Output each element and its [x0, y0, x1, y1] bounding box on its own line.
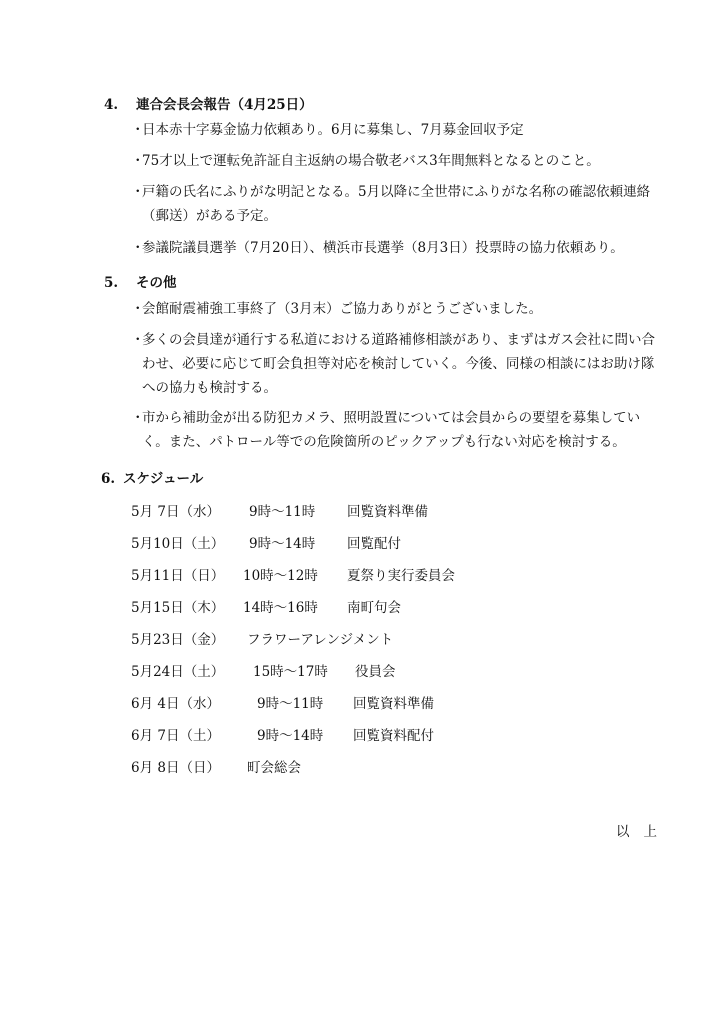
section-4-title: 連合会長会報告（4月25日） — [136, 97, 313, 113]
bullet-mark: ・ — [131, 122, 145, 138]
item-text: 市から補助金が出る防犯カメラ、照明設置については会員からの要望を募集してい — [142, 410, 641, 426]
schedule-event: フラワーアレンジメント — [247, 632, 394, 648]
section-5-item-1 — [131, 297, 641, 321]
section-5-item-3 — [131, 406, 641, 454]
section-6-heading — [101, 467, 203, 487]
item-text: 戸籍の氏名にふりがな明記となる。5月以降に全世帯にふりがな名称の確認依頼連絡 — [142, 184, 651, 200]
bullet-mark: ・ — [131, 332, 145, 348]
schedule-time: 10時〜12時 — [243, 568, 318, 584]
schedule-date: 5月 7日（水） — [131, 504, 220, 520]
schedule-event: 回覧資料準備 — [347, 504, 428, 520]
closing-mark: 以上 — [616, 824, 671, 840]
schedule-date: 6月 8日（日） — [131, 760, 220, 776]
schedule-date: 6月 4日（水） — [131, 696, 220, 712]
bullet-mark: ・ — [131, 410, 145, 426]
schedule-time: 9時〜11時 — [249, 504, 316, 520]
section-6-number: 6. — [101, 471, 116, 487]
schedule-event: 回覧資料配付 — [353, 728, 434, 744]
item-text-continued: への協力も検討する。 — [142, 380, 277, 396]
schedule-date: 6月 7日（土） — [131, 728, 220, 744]
section-6-title: スケジュール — [123, 471, 204, 487]
section-5-number: 5. — [104, 275, 119, 291]
item-text-continued: （郵送）がある予定。 — [142, 208, 277, 224]
item-text: 日本赤十字募金協力依頼あり。6月に募集し、7月募金回収予定 — [142, 122, 524, 138]
schedule-event: 南町句会 — [347, 600, 401, 616]
schedule-date: 5月24日（土） — [131, 664, 225, 680]
section-4-heading — [104, 93, 313, 113]
section-4-number: 4. — [104, 97, 119, 113]
section-5-heading — [104, 271, 177, 291]
section-4-item-4 — [131, 236, 641, 260]
schedule-date: 5月10日（土） — [131, 536, 225, 552]
schedule-time: 9時〜14時 — [257, 728, 324, 744]
schedule-event: 町会総会 — [247, 760, 301, 776]
schedule-time: 14時〜16時 — [243, 600, 318, 616]
section-5-item-2 — [131, 328, 655, 400]
schedule-date: 5月23日（金） — [131, 632, 225, 648]
item-text: 75才以上で運転免許証自主返納の場合敬老バス3年間無料となるとのこと。 — [142, 153, 600, 169]
schedule-event: 回覧資料準備 — [353, 696, 434, 712]
schedule-time: 15時〜17時 — [253, 664, 328, 680]
bullet-mark: ・ — [131, 184, 145, 200]
schedule-event: 夏祭り実行委員会 — [347, 568, 455, 584]
item-text-continued: わせ、必要に応じて町会負担等対応を検討していく。今後、同様の相談にはお助け隊 — [142, 356, 655, 372]
schedule-date: 5月15日（木） — [131, 600, 225, 616]
schedule-time: 9時〜11時 — [257, 696, 324, 712]
bullet-mark: ・ — [131, 240, 145, 256]
schedule-time: 9時〜14時 — [249, 536, 316, 552]
item-text: 多くの会員達が通行する私道における道路補修相談があり、まずはガス会社に問い合 — [142, 332, 655, 348]
schedule-event: 役員会 — [355, 664, 396, 680]
section-5-title: その他 — [136, 275, 177, 291]
item-text: 参議院議員選挙（7月20日）、横浜市長選挙（8月3日）投票時の協力依頼あり。 — [142, 240, 624, 256]
item-text-continued: く。また、パトロール等での危険箇所のピックアップも行ない対応を検討する。 — [142, 434, 626, 450]
item-text: 会館耐震補強工事終了（3月末）ご協力ありがとうございました。 — [142, 301, 543, 317]
schedule-date: 5月11日（日） — [131, 568, 225, 584]
bullet-mark: ・ — [131, 153, 145, 169]
bullet-mark: ・ — [131, 301, 145, 317]
section-4-item-1 — [131, 118, 641, 142]
section-4-item-3 — [131, 180, 651, 228]
section-4-item-2 — [131, 149, 641, 173]
schedule-event: 回覧配付 — [347, 536, 401, 552]
